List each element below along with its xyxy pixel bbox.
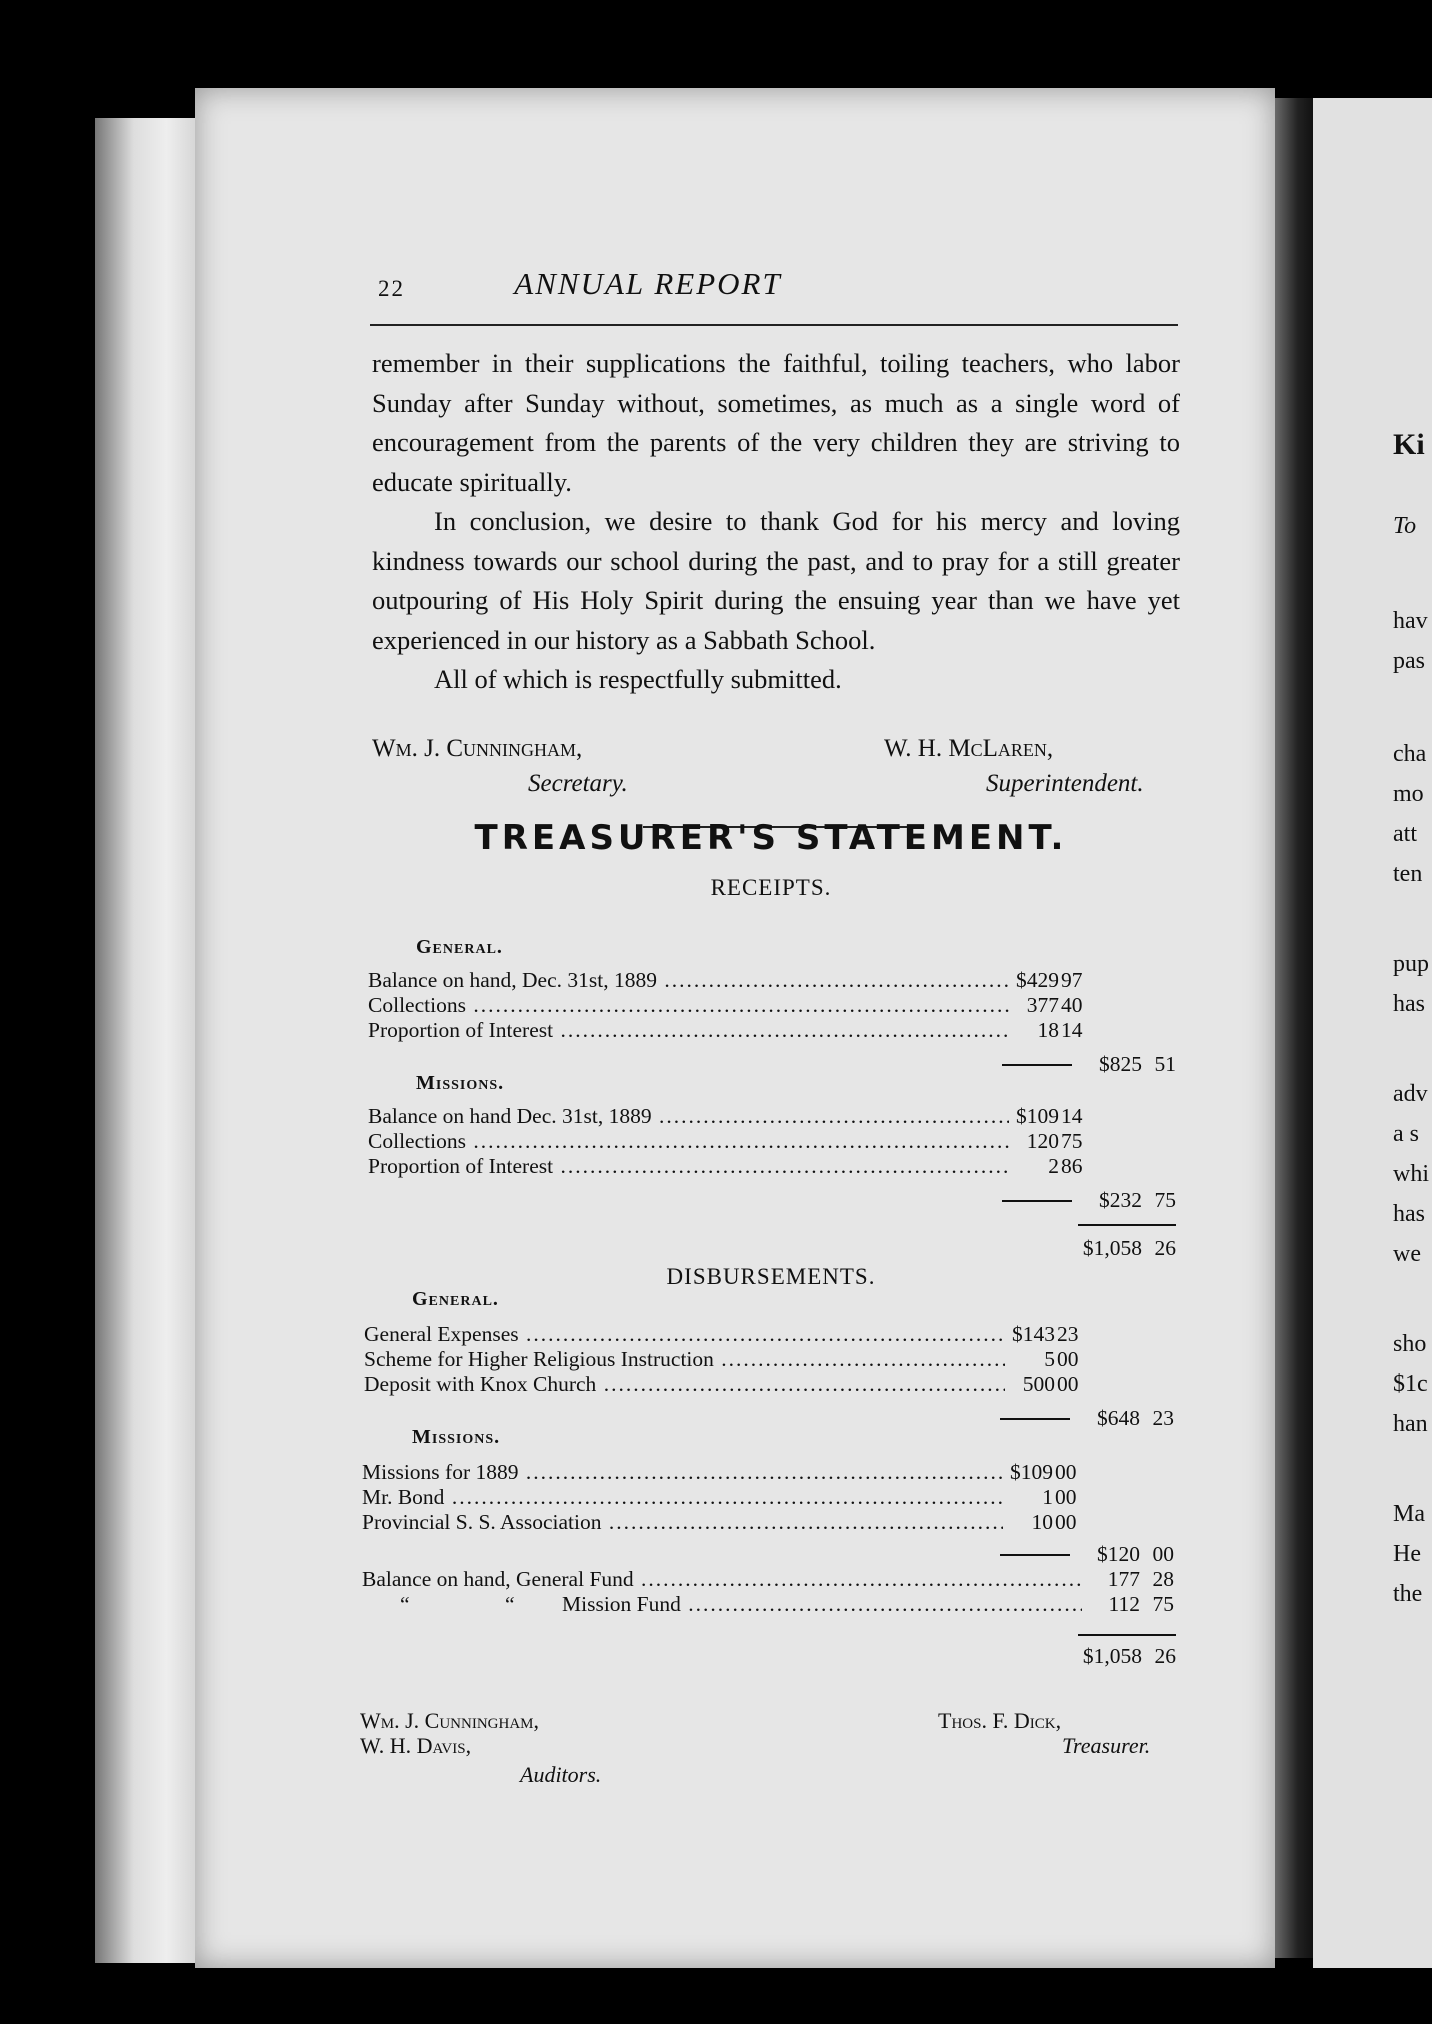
disb-grand-total bbox=[1062, 1644, 1176, 1669]
row-label: Mission Fund ..... bbox=[562, 1592, 1082, 1617]
next-page-fragment: cha bbox=[1393, 741, 1427, 767]
total-dollars: $1,058 bbox=[1082, 1644, 1142, 1668]
total-dollars: $120 bbox=[1097, 1542, 1140, 1566]
treasurer-title: Treasurer. bbox=[1062, 1733, 1151, 1758]
next-page-fragment: pas bbox=[1393, 648, 1425, 674]
next-page-fragment: hav bbox=[1393, 608, 1428, 634]
subtotal-rule bbox=[1002, 1200, 1072, 1202]
row-dollars: 500 bbox=[1022, 1372, 1055, 1396]
subtotal-rule bbox=[1000, 1554, 1070, 1556]
dollar-amount: 429 bbox=[1026, 968, 1059, 992]
running-title bbox=[0, 266, 1432, 302]
row-label: Deposit with Knox Church ..... bbox=[364, 1372, 1005, 1397]
table-row bbox=[364, 1347, 1170, 1372]
secretary-name: Wm. J. Cunningham, bbox=[372, 735, 583, 762]
row-label: General Expenses ..... bbox=[364, 1322, 1005, 1347]
row-label: Balance on hand Dec. 31st, 1889 ..... bbox=[368, 1104, 1009, 1129]
next-page-fragment: To bbox=[1393, 513, 1417, 539]
receipts-general-label: General. bbox=[416, 936, 503, 958]
row-dollars: 120 bbox=[1026, 1129, 1059, 1153]
disb-general-label: General. bbox=[412, 1288, 499, 1310]
disbursements-heading bbox=[0, 1264, 1432, 1290]
next-page-fragment: han bbox=[1393, 1411, 1428, 1437]
table-row bbox=[562, 1592, 1082, 1617]
superintendent-name: W. H. McLaren, bbox=[884, 735, 1054, 762]
next-page-fragment: we bbox=[1393, 1241, 1421, 1267]
row-label: Collections ..... bbox=[368, 993, 1009, 1018]
superintendent-title: Superintendent. bbox=[986, 770, 1144, 797]
grand-total-rule bbox=[1078, 1224, 1176, 1226]
statement-title-text: TREASURER'S STATEMENT. bbox=[474, 818, 1068, 858]
table-row bbox=[368, 1129, 1174, 1154]
row-cents: 86 bbox=[1061, 1154, 1083, 1178]
next-page-fragment: has bbox=[1393, 1201, 1425, 1227]
next-page-fragment: att bbox=[1393, 821, 1417, 847]
balance-general bbox=[1068, 1567, 1174, 1592]
row-cents: 14 bbox=[1061, 1018, 1083, 1042]
balance-dollars: 112 bbox=[1108, 1592, 1140, 1616]
ditto-text: “ bbox=[505, 1592, 515, 1616]
row-label: Scheme for Higher Religious Instruction ..... bbox=[364, 1347, 1005, 1372]
dollar-amount: 109 bbox=[1026, 1104, 1059, 1128]
row-label: Proportion of Interest ..... bbox=[368, 1018, 1009, 1043]
table-row bbox=[364, 1372, 1170, 1397]
row-label: Balance on hand, General Fund ..... bbox=[362, 1567, 1082, 1592]
receipts-general-total bbox=[1070, 1052, 1176, 1077]
page-edges bbox=[95, 118, 205, 1963]
next-page-fragment: whi bbox=[1393, 1161, 1429, 1187]
balance-mission bbox=[1068, 1592, 1174, 1617]
row-cents: 00 bbox=[1055, 1460, 1077, 1484]
dollar-sign: $ bbox=[1010, 1460, 1021, 1484]
ditto-mark bbox=[400, 1592, 440, 1617]
dollar-amount: 109 bbox=[1020, 1460, 1053, 1484]
row-label: Proportion of Interest ..... bbox=[368, 1154, 1009, 1179]
dollar-amount: 143 bbox=[1022, 1322, 1055, 1346]
next-page-fragment: $1c bbox=[1393, 1371, 1428, 1397]
subtotal-rule bbox=[1002, 1064, 1072, 1066]
table-row bbox=[362, 1460, 1168, 1485]
row-cents: 23 bbox=[1057, 1322, 1079, 1346]
balance-dollars: 177 bbox=[1107, 1567, 1140, 1591]
row-cents: 14 bbox=[1061, 1104, 1083, 1128]
row-label: Missions for 1889 ..... bbox=[362, 1460, 1003, 1485]
next-page-fragment: mo bbox=[1393, 781, 1424, 807]
receipts-missions-total bbox=[1070, 1188, 1176, 1213]
next-page-fragment: has bbox=[1393, 991, 1425, 1017]
next-page-fragment: pup bbox=[1393, 951, 1429, 977]
next-page-fragment: ten bbox=[1393, 861, 1423, 887]
dollar-sign: $ bbox=[1016, 968, 1027, 992]
statement-title bbox=[0, 818, 1432, 858]
treasurer-name: Thos. F. Dick, bbox=[938, 1708, 1062, 1733]
table-row bbox=[362, 1510, 1168, 1535]
receipts-grand-total bbox=[1062, 1236, 1176, 1261]
balance-cents: 75 bbox=[1152, 1592, 1174, 1616]
next-page bbox=[1313, 98, 1432, 1968]
next-page-fragment: the bbox=[1393, 1581, 1423, 1607]
table-row bbox=[364, 1322, 1170, 1347]
dollar-sign: $ bbox=[1012, 1322, 1023, 1346]
header-rule bbox=[370, 324, 1178, 326]
total-cents: 26 bbox=[1154, 1236, 1176, 1260]
auditor-name: Wm. J. Cunningham, bbox=[360, 1708, 539, 1733]
paragraph: All of which is respectfully submitted. bbox=[434, 664, 842, 694]
row-dollars bbox=[993, 1460, 1053, 1485]
total-cents: 75 bbox=[1154, 1188, 1176, 1212]
disb-missions-label: Missions. bbox=[412, 1426, 501, 1448]
next-page-fragment: adv bbox=[1393, 1081, 1428, 1107]
receipts-missions-label: Missions. bbox=[416, 1072, 505, 1094]
row-cents: 40 bbox=[1061, 993, 1083, 1017]
ditto-mark bbox=[505, 1592, 545, 1617]
row-cents: 75 bbox=[1061, 1129, 1083, 1153]
row-label: Balance on hand, Dec. 31st, 1889 ..... bbox=[368, 968, 1009, 993]
total-cents: 00 bbox=[1152, 1542, 1174, 1566]
auditor-name: W. H. Davis, bbox=[360, 1733, 472, 1758]
next-page-fragment: a s bbox=[1393, 1121, 1419, 1147]
balance-cents: 28 bbox=[1152, 1567, 1174, 1591]
table-row bbox=[368, 993, 1174, 1018]
total-dollars: $648 bbox=[1097, 1406, 1140, 1430]
row-cents: 00 bbox=[1055, 1485, 1077, 1509]
running-title-text: ANNUAL REPORT bbox=[514, 266, 782, 301]
row-cents: 00 bbox=[1057, 1347, 1079, 1371]
row-dollars: 5 bbox=[1044, 1347, 1055, 1371]
row-dollars: 377 bbox=[1026, 993, 1059, 1017]
total-dollars: $1,058 bbox=[1082, 1236, 1142, 1260]
row-dollars: 10 bbox=[1031, 1510, 1053, 1534]
row-dollars bbox=[999, 968, 1059, 993]
grand-total-rule bbox=[1078, 1634, 1176, 1636]
total-dollars: $232 bbox=[1099, 1188, 1142, 1212]
receipts-heading bbox=[0, 875, 1432, 901]
row-dollars: 1 bbox=[1042, 1485, 1053, 1509]
table-row bbox=[368, 1104, 1174, 1129]
row-label: Mr. Bond ..... bbox=[362, 1485, 1003, 1510]
total-cents: 26 bbox=[1154, 1644, 1176, 1668]
table-row bbox=[362, 1485, 1168, 1510]
row-dollars: 18 bbox=[1037, 1018, 1059, 1042]
row-cents: 00 bbox=[1055, 1510, 1077, 1534]
secretary-title: Secretary. bbox=[528, 770, 628, 797]
row-dollars bbox=[999, 1104, 1059, 1129]
disb-missions-total bbox=[1068, 1542, 1174, 1567]
auditors-title: Auditors. bbox=[520, 1762, 602, 1787]
paragraph: In conclusion, we desire to thank God for his mercy and loving kindness towards our school during the past, and to pray for a still greater outpouring of His Holy Spirit during the ensuing year than we have yet experienced in our history as a Sabbath School. bbox=[372, 506, 1180, 655]
dollar-sign: $ bbox=[1016, 1104, 1027, 1128]
table-row bbox=[368, 1018, 1174, 1043]
row-cents: 97 bbox=[1061, 968, 1083, 992]
row-dollars: 2 bbox=[1048, 1154, 1059, 1178]
table-row bbox=[368, 1154, 1174, 1179]
disbursements-heading-text: DISBURSEMENTS. bbox=[666, 1264, 876, 1289]
table-row bbox=[368, 968, 1174, 993]
next-page-fragment: Ki bbox=[1393, 428, 1425, 461]
row-dollars bbox=[995, 1322, 1055, 1347]
row-label: Collections ..... bbox=[368, 1129, 1009, 1154]
table-row bbox=[362, 1567, 1082, 1592]
disb-general-total bbox=[1068, 1406, 1174, 1431]
next-page-fragment: Ma bbox=[1393, 1501, 1425, 1527]
total-cents: 51 bbox=[1154, 1052, 1176, 1076]
next-page-fragment: sho bbox=[1393, 1331, 1427, 1357]
paragraph: remember in their supplications the faithful, toiling teachers, who labor Sunday after Sunday without, sometimes, as much as a single word of encouragement from the parents of the very children they are striving to educate spiritually. bbox=[372, 348, 1180, 497]
total-cents: 23 bbox=[1152, 1406, 1174, 1430]
row-label: Provincial S. S. Association ..... bbox=[362, 1510, 1003, 1535]
receipts-heading-text: RECEIPTS. bbox=[710, 875, 832, 900]
body-text bbox=[372, 344, 1180, 700]
page-number: 22 bbox=[378, 276, 405, 301]
next-page-fragment: He bbox=[1393, 1541, 1421, 1567]
subtotal-rule bbox=[1000, 1418, 1070, 1420]
row-cents: 00 bbox=[1057, 1372, 1079, 1396]
total-dollars: $825 bbox=[1099, 1052, 1142, 1076]
book-spine bbox=[1275, 98, 1313, 1958]
ditto-text: “ bbox=[400, 1592, 410, 1616]
